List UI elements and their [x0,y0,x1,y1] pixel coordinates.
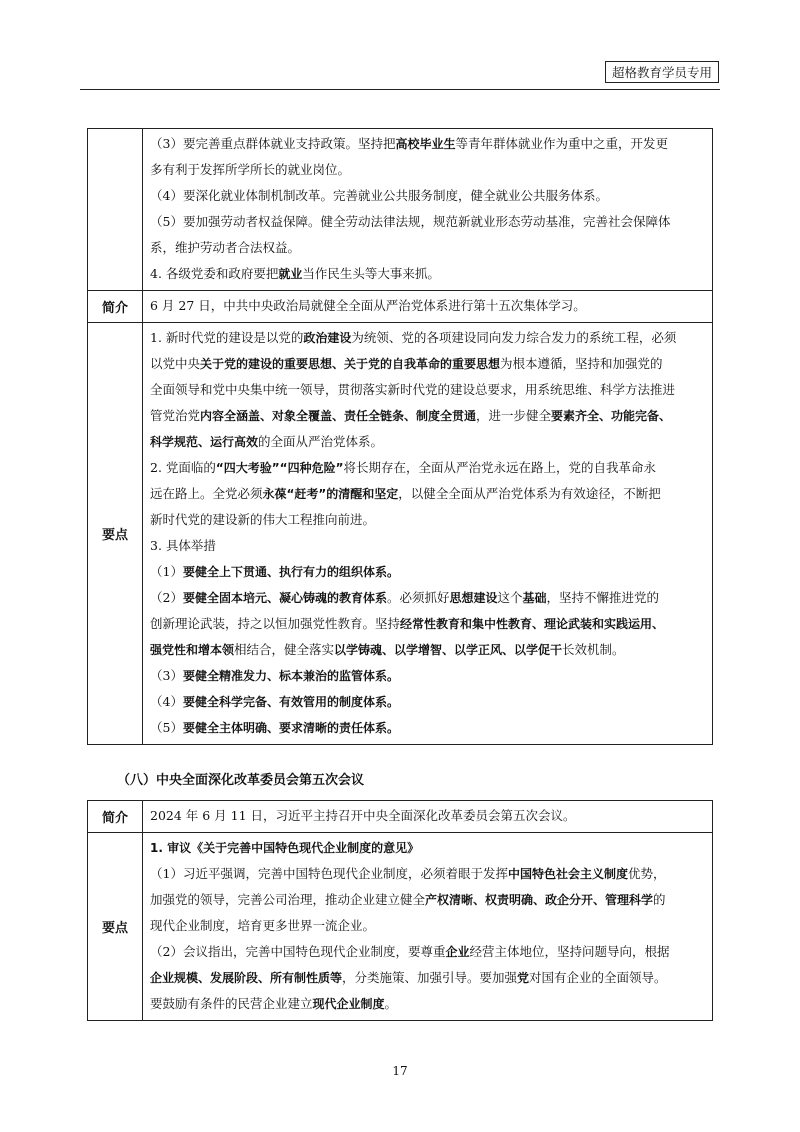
bold-text: 政治建设 [303,331,352,345]
text-line [150,235,705,261]
text-segment: 优势， [627,866,666,881]
text-segment: （2）会议指出，完善中国特色现代企业制度，要尊重 [150,944,446,959]
text-segment: 创新理论武装，持之以恒加强党性教育。坚持 [150,616,401,631]
text-segment: ，坚持不懈推进党的 [546,590,660,605]
text-line [150,887,705,913]
text-segment: 为根本遵循，坚持和加强党的 [500,356,663,371]
text-segment: （3） [150,668,183,683]
bold-text: 以学铸魂、以学增智、以学正风、以学促干 [334,643,563,657]
text-segment: （4） [150,694,183,709]
text-line [150,939,705,965]
text-line [150,157,705,183]
text-line [150,835,705,861]
text-segment: 系，维护劳动者合法权益。 [150,240,301,255]
continuation-content [143,129,713,291]
intro-text: 2024 年 6 月 11 日，习近平主持召开中央全面深化改革委员会第五次会议。 [150,808,576,823]
table-row-intro [88,291,713,323]
text-line [150,861,705,887]
table-row-points [88,833,713,1021]
text-segment: 1. 新时代党的建设是以党的 [150,330,304,345]
intro-label: 简介 [88,291,143,323]
text-segment: 现代企业制度，培育更多世界一流企业。 [150,918,376,933]
text-segment: 要鼓励有条件的民营企业建立 [150,996,313,1011]
text-line [150,991,705,1017]
text-segment: 加强党的领导，完善公司治理，推动企业建立健全 [150,892,426,907]
text-segment: 4. 各级党委和政府要把 [150,266,279,281]
text-segment: 新时代党的建设新的伟大工程推向前进。 [150,512,376,527]
text-segment: 经营主体地位，坚持问题导向，根据 [469,944,670,959]
text-line [150,663,705,689]
header-rule [80,89,720,90]
points-content [143,833,713,1021]
bold-text: 科学规范、运行高效 [150,435,259,449]
table-row-continuation [88,129,713,291]
bold-text: 产权清晰、权责明确、政企分开、管理科学 [425,893,654,907]
text-line [150,131,705,157]
bold-text: 要健全精准发力、标本兼治的监管体系。 [182,669,399,683]
text-segment: （2） [150,590,183,605]
text-line [150,715,705,741]
text-segment: （5）要加强劳动者权益保障。健全劳动法律法规，规范新就业形态劳动基准，完善社会保障体 [150,214,671,229]
text-line [150,559,705,585]
table-row-points [88,323,713,745]
text-line [150,689,705,715]
bold-text: 要素齐全、功能完备、 [551,409,672,423]
text-segment: 相结合，健全落实 [234,642,335,657]
bold-text: 基础 [522,591,547,605]
text-line [150,209,705,235]
text-segment: 的 [653,892,666,907]
text-segment: 管党治党 [150,408,201,423]
intro-text-cell [143,291,713,323]
bold-text: 思想建设 [449,591,498,605]
text-segment: 将长期存在，全面从严治党永远在路上，党的自我革命永 [343,460,656,475]
text-line [150,429,705,455]
text-segment: （5） [150,720,183,735]
text-segment: （4）要深化就业体制机制改革。完善就业公共服务制度，健全就业公共服务体系。 [150,188,608,203]
text-line [150,183,705,209]
bold-text: 内容全涵盖、对象全覆盖、责任全链条、制度全贯通 [200,409,477,423]
text-segment: 这个 [497,590,523,605]
text-line [150,913,705,939]
text-line [150,403,705,429]
text-segment: 对国有企业的全面领导。 [529,970,667,985]
text-line [150,481,705,507]
text-segment: 等青年群体就业作为重中之重，开发更 [455,136,668,151]
table-party-building [87,128,713,745]
text-segment: ，分类施策、加强引导。要加强 [342,970,518,985]
text-segment: （1）习近平强调，完善中国特色现代企业制度，必须着眼于发挥 [150,866,508,881]
bold-text: 关于党的建设的重要思想、关于党的自我革命的重要思想 [200,357,501,371]
text-line [150,611,705,637]
text-segment: 以党中央 [150,356,201,371]
text-line [150,325,705,351]
bold-text: 要健全主体明确、要求清晰的责任体系。 [182,721,399,735]
text-line [150,965,705,991]
text-segment: 。必须抓好 [386,590,450,605]
text-line [150,507,705,533]
table-reform-commission [87,800,713,1021]
text-segment: 为统领、党的各项建设同向发力综合发力的系统工程，必须 [351,330,677,345]
bold-text: 强党性和增本领 [150,643,235,657]
text-line [150,351,705,377]
text-segment: 2. 党面临的 [150,460,216,475]
text-segment: （1） [150,564,183,579]
text-segment: 全面领导和党中央集中统一领导，贯彻落实新时代党的建设总要求，用系统思维、科学方法推进 [150,382,676,397]
page-number: 17 [392,1064,408,1078]
bold-text: 经常性教育和集中性教育、理论武装和实践运用、 [400,617,665,631]
blank-label-cell [88,129,143,291]
points-label: 要点 [88,323,143,745]
text-segment: 。 [384,996,398,1011]
bold-text: 现代企业制度 [312,997,385,1011]
intro-label: 简介 [88,801,143,833]
points-label: 要点 [88,833,143,1021]
intro-text-cell [143,801,713,833]
bold-text: 要健全固本培元、凝心铸魂的教育体系 [182,591,387,605]
text-segment: 多有利于发挥所学所长的就业岗位。 [150,162,351,177]
text-line [150,585,705,611]
bold-text: 高校毕业生 [395,137,456,151]
text-line [150,637,705,663]
intro-text: 6 月 27 日，中共中央政治局就健全全面从严治党体系进行第十五次集体学习。 [150,298,586,313]
bold-text: 要健全科学完备、有效管用的制度体系。 [182,695,399,709]
bold-text: 党 [517,971,530,985]
bold-text: 企业 [445,945,470,959]
text-line [150,533,705,559]
bold-text: “四大考验”“四种危险” [215,461,344,475]
section-heading: （八）中央全面深化改革委员会第五次会议 [117,773,365,788]
text-line [150,455,705,481]
text-segment: （3）要完善重点群体就业支持政策。坚持把 [150,136,396,151]
text-segment: 的全面从严治党体系。 [258,434,384,449]
points-content [143,323,713,745]
text-segment: 长效机制。 [562,642,625,657]
text-segment: 当作民生头等大事来抓。 [302,266,440,281]
bold-text: 就业 [278,267,303,281]
header-tag: 超格教育学员专用 [605,61,719,83]
text-segment: ，进一步健全 [476,408,552,423]
bold-text: 1. 审议《关于完善中国特色现代企业制度的意见》 [150,841,420,855]
bold-text: 要健全上下贯通、执行有力的组织体系。 [182,565,399,579]
text-segment: 3. 具体举措 [150,538,216,553]
table-row-intro [88,801,713,833]
text-segment: ，以健全全面从严治党体系为有效途径，不断把 [398,486,661,501]
text-line [150,261,705,287]
text-line [150,377,705,403]
bold-text: 永葆“赶考”的清醒和坚定 [262,487,399,501]
text-segment: 远在路上。全党必须 [150,486,263,501]
bold-text: 中国特色社会主义制度 [507,867,628,881]
bold-text: 企业规模、发展阶段、所有制性质等 [150,971,343,985]
